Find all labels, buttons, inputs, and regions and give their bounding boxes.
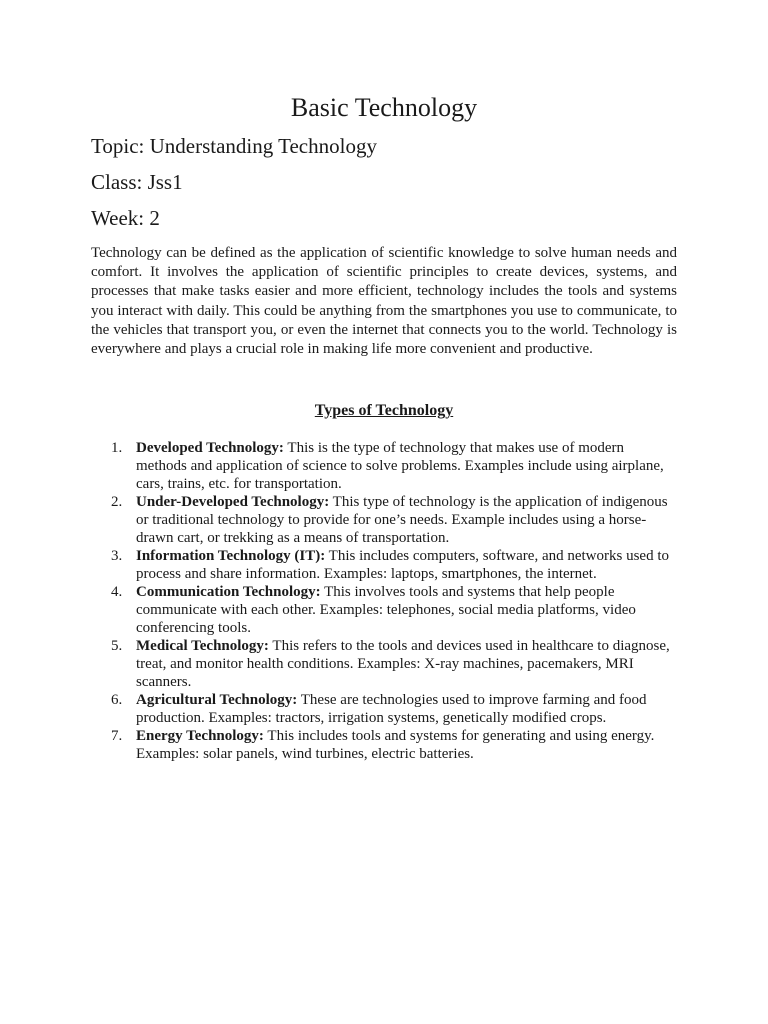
list-item-text: This refers to the tools and devices used in healthcare to diagnose, treat, and monitor health conditions. Examples: X-ray machines, pacemakers, MRI scanners. (136, 638, 670, 691)
list-item-term: Energy Technology: (136, 728, 264, 745)
week-line: Week: 2 (91, 206, 160, 230)
list-item (91, 637, 677, 691)
list-item-number: 6. (111, 692, 123, 709)
list-item-term: Communication Technology: (136, 584, 321, 601)
document-page (91, 90, 677, 763)
list-item-term: Information Technology (IT): (136, 548, 326, 565)
types-heading: Types of Technology (314, 402, 454, 420)
document-title: Basic Technology (290, 93, 478, 122)
topic-line: Topic: Understanding Technology (91, 134, 377, 158)
list-item-term: Developed Technology: (136, 440, 284, 457)
list-item (91, 493, 677, 547)
list-item-number: 1. (111, 440, 123, 457)
list-item-text: This includes tools and systems for generating and using energy. Examples: solar panels, wind turbines, electric batteries. (136, 728, 655, 763)
list-item-number: 2. (111, 494, 123, 511)
list-item-term: Medical Technology: (136, 638, 269, 655)
list-item-text: This involves tools and systems that help people communicate with each other. Examples: telephones, social media platforms, video conferencing tools. (136, 584, 636, 637)
list-item (91, 439, 677, 493)
list-item-number: 7. (111, 728, 123, 745)
list-item-text: This is the type of technology that makes use of modern methods and application of science to solve problems. Examples include using airplane, cars, trains, etc. for transportation. (136, 440, 664, 493)
list-item-term: Agricultural Technology: (136, 692, 298, 709)
list-item (91, 547, 677, 583)
list-item-term: Under-Developed Technology: (136, 494, 330, 511)
list-item (91, 727, 677, 763)
list-item-text: This type of technology is the application of indigenous or traditional technology to provide for one’s needs. Example includes using a horse-drawn cart, or trekking as a means of transportation. (136, 494, 668, 547)
list-item-text: These are technologies used to improve farming and food production. Examples: tractors, irrigation systems, genetically modified crops. (136, 692, 647, 727)
list-item (91, 691, 677, 727)
intro-paragraph: Technology can be defined as the application of scientific knowledge to solve human needs and comfort. It involves the application of scientific principles to create devices, systems, and processes that make tasks easier and more efficient, technology includes the tools and systems you interact with daily. This could be anything from the smartphones you use to communicate, to the vehicles that transport you, or even the internet that connects you to the world. Technology is everywhere and plays a crucial role in making life more convenient and productive. (91, 245, 677, 358)
list-item (91, 583, 677, 637)
list-item-number: 4. (111, 584, 123, 601)
list-item-number: 3. (111, 548, 123, 565)
list-item-number: 5. (111, 638, 123, 655)
list-item-text: This includes computers, software, and networks used to process and share information. Examples: laptops, smartphones, the internet. (136, 548, 670, 583)
class-line: Class: Jss1 (91, 170, 183, 194)
types-list (91, 439, 677, 763)
